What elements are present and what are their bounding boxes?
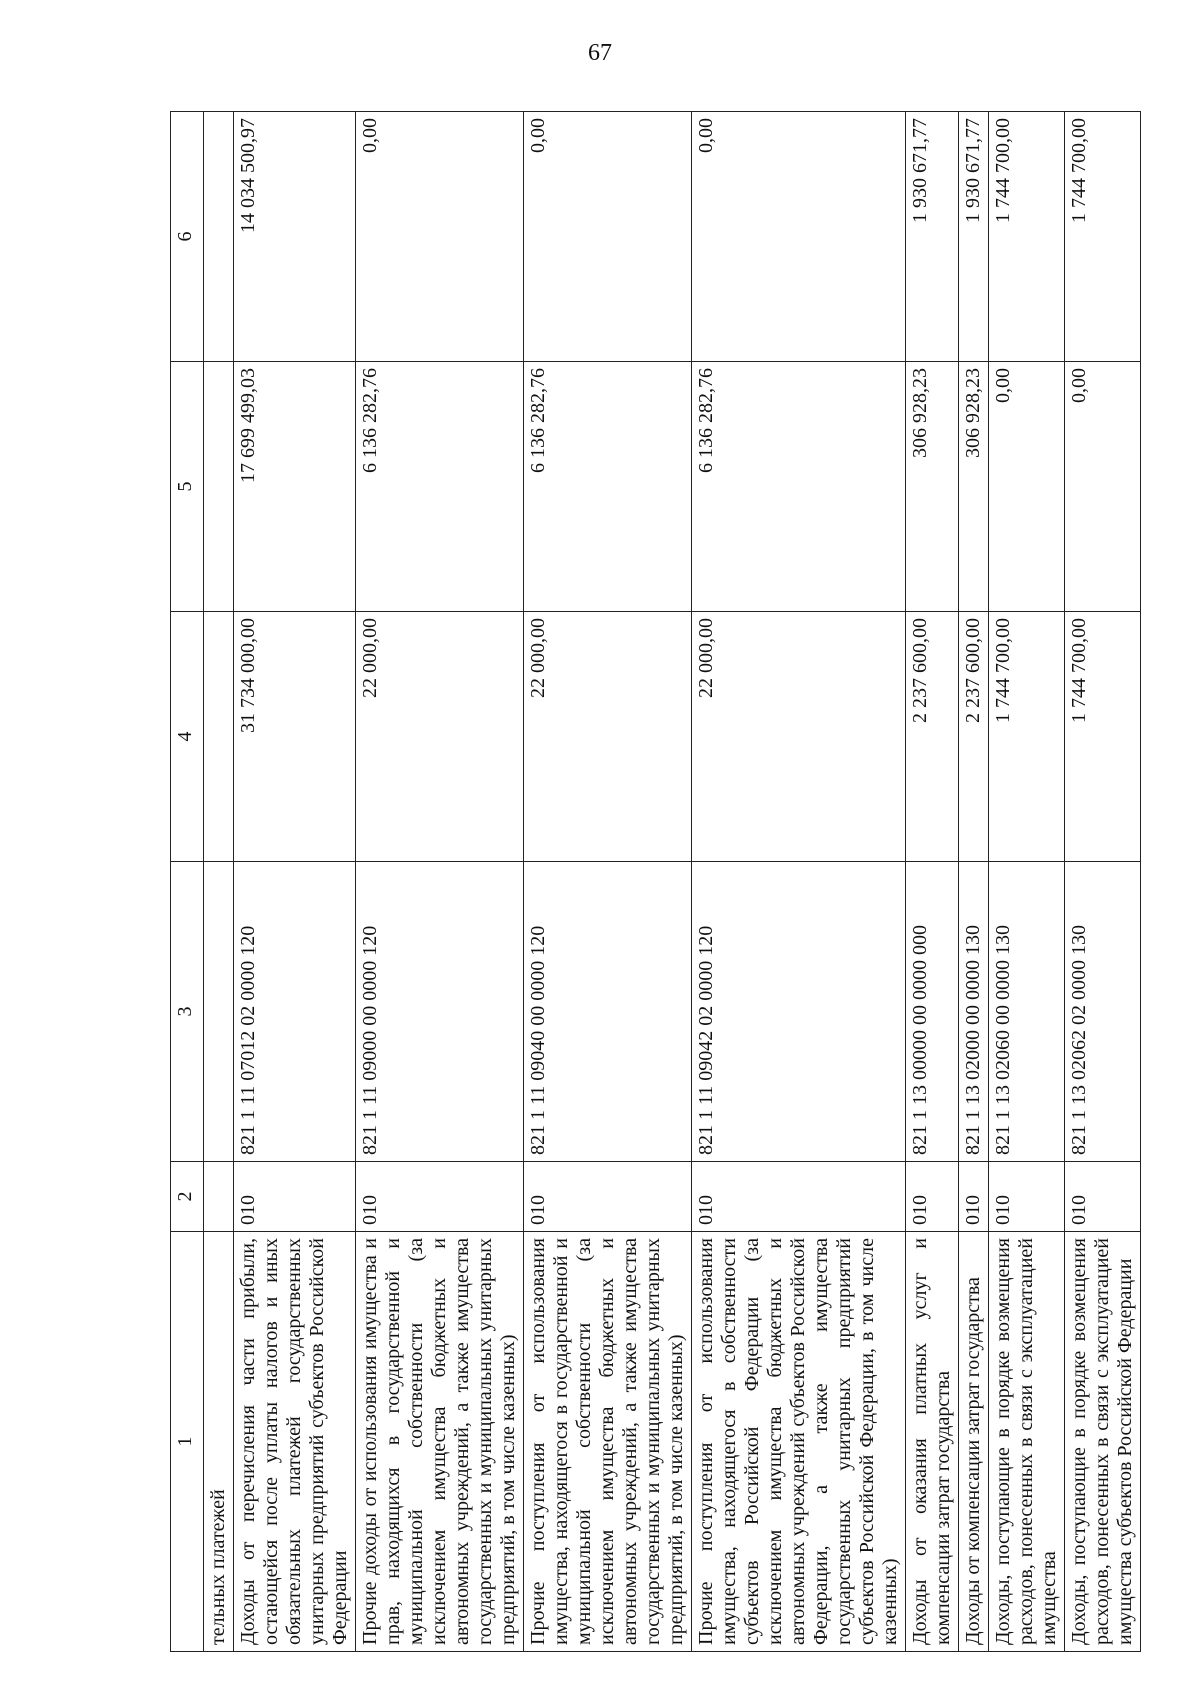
row-budget-code: 821 1 13 02062 02 0000 130 [1065, 862, 1141, 1162]
row-executed: 0,00 [989, 362, 1065, 612]
row-description: Прочие доходы от использования имущества и прав, находящихся в государственной и муниципальной собственности (за исключением имущества бюджетных и автономных учреждений, а также имущества государственных и муниципальных унитарных предприятий, в том числе казенных) [356, 1232, 524, 1652]
row-approved: 22 000,00 [692, 612, 906, 862]
row-unexecuted: 0,00 [692, 112, 906, 362]
row-executed: 6 136 282,76 [356, 362, 524, 612]
row-description: Доходы, поступающие в порядке возмещения расходов, понесенных в связи с эксплуатацией имущества субъектов Российской Федерации [1065, 1232, 1141, 1652]
column-header: 1 [171, 1232, 204, 1652]
row-approved: 31 734 000,00 [234, 612, 356, 862]
row-executed: 306 928,23 [959, 362, 989, 612]
row-line-code: 010 [692, 1162, 906, 1232]
column-header: 5 [171, 362, 204, 612]
row-line-code: 010 [959, 1162, 989, 1232]
table-header-row [171, 112, 204, 1652]
row-approved: 1 744 700,00 [989, 612, 1065, 862]
row-approved: 22 000,00 [356, 612, 524, 862]
row-unexecuted: 1 930 671,77 [906, 112, 959, 362]
row-approved: 1 744 700,00 [1065, 612, 1141, 862]
row-approved: 2 237 600,00 [906, 612, 959, 862]
row-budget-code: 821 1 13 02060 00 0000 130 [989, 862, 1065, 1162]
row-unexecuted: 14 034 500,97 [234, 112, 356, 362]
row-unexecuted: 0,00 [356, 112, 524, 362]
row-budget-code: 821 1 11 07012 02 0000 120 [234, 862, 356, 1162]
row-unexecuted: 0,00 [524, 112, 692, 362]
column-header: 6 [171, 112, 204, 362]
row-budget-code: 821 1 11 09040 00 0000 120 [524, 862, 692, 1162]
row-approved: 22 000,00 [524, 612, 692, 862]
row-line-code [204, 1162, 234, 1232]
row-unexecuted: 1 744 700,00 [989, 112, 1065, 362]
row-unexecuted: 1 930 671,77 [959, 112, 989, 362]
row-unexecuted: 1 744 700,00 [1065, 112, 1141, 362]
row-line-code: 010 [524, 1162, 692, 1232]
row-line-code: 010 [234, 1162, 356, 1232]
row-approved: 2 237 600,00 [959, 612, 989, 862]
row-executed [204, 362, 234, 612]
row-budget-code [204, 862, 234, 1162]
row-description: Доходы от компенсации затрат государства [959, 1232, 989, 1652]
row-budget-code: 821 1 11 09042 02 0000 120 [692, 862, 906, 1162]
row-budget-code: 821 1 11 09000 00 0000 120 [356, 862, 524, 1162]
row-unexecuted [204, 112, 234, 362]
row-approved [204, 612, 234, 862]
row-description: Доходы от перечисления части прибыли, остающейся после уплаты налогов и иных обязательных платежей государственных унитарных предприятий субъектов Российской Федерации [234, 1232, 356, 1652]
rotated-table-container [170, 112, 1136, 1652]
row-budget-code: 821 1 13 00000 00 0000 000 [906, 862, 959, 1162]
row-description: Прочие поступления от использования имущества, находящегося в собственности субъектов Российской Федерации (за исключением имущества бюджетных и автономных учреждений субъектов Российской Федерации, а также имущества государственных унитарных предприятий субъектов Российской Федерации, в том числе казенных) [692, 1232, 906, 1652]
row-executed: 6 136 282,76 [524, 362, 692, 612]
page-number: 67 [588, 40, 612, 66]
row-description: тельных платежей [204, 1232, 234, 1652]
row-executed: 306 928,23 [906, 362, 959, 612]
table-row [692, 112, 906, 1652]
rotated-table-frame [170, 112, 1136, 1652]
column-header: 2 [171, 1162, 204, 1232]
table-row [234, 112, 356, 1652]
row-line-code: 010 [989, 1162, 1065, 1232]
row-description: Доходы, поступающие в порядке возмещения расходов, понесенных в связи с эксплуатацией имущества [989, 1232, 1065, 1652]
table-row [959, 112, 989, 1652]
row-budget-code: 821 1 13 02000 00 0000 130 [959, 862, 989, 1162]
row-line-code: 010 [356, 1162, 524, 1232]
row-description: Прочие поступления от использования имущества, находящегося в государственной и муниципальной собственности (за исключением имущества бюджетных и автономных учреждений, а также имущества государственных и муниципальных унитарных предприятий, в том числе казенных) [524, 1232, 692, 1652]
revenue-table [170, 111, 1141, 1652]
column-header: 4 [171, 612, 204, 862]
row-description: Доходы от оказания платных услуг и компенсации затрат государства [906, 1232, 959, 1652]
table-row [906, 112, 959, 1652]
row-executed: 17 699 499,03 [234, 362, 356, 612]
row-line-code: 010 [906, 1162, 959, 1232]
table-row [1065, 112, 1141, 1652]
row-executed: 6 136 282,76 [692, 362, 906, 612]
table-row [989, 112, 1065, 1652]
column-header: 3 [171, 862, 204, 1162]
row-executed: 0,00 [1065, 362, 1141, 612]
row-line-code: 010 [1065, 1162, 1141, 1232]
table-row [204, 112, 234, 1652]
table-row [524, 112, 692, 1652]
table-row [356, 112, 524, 1652]
